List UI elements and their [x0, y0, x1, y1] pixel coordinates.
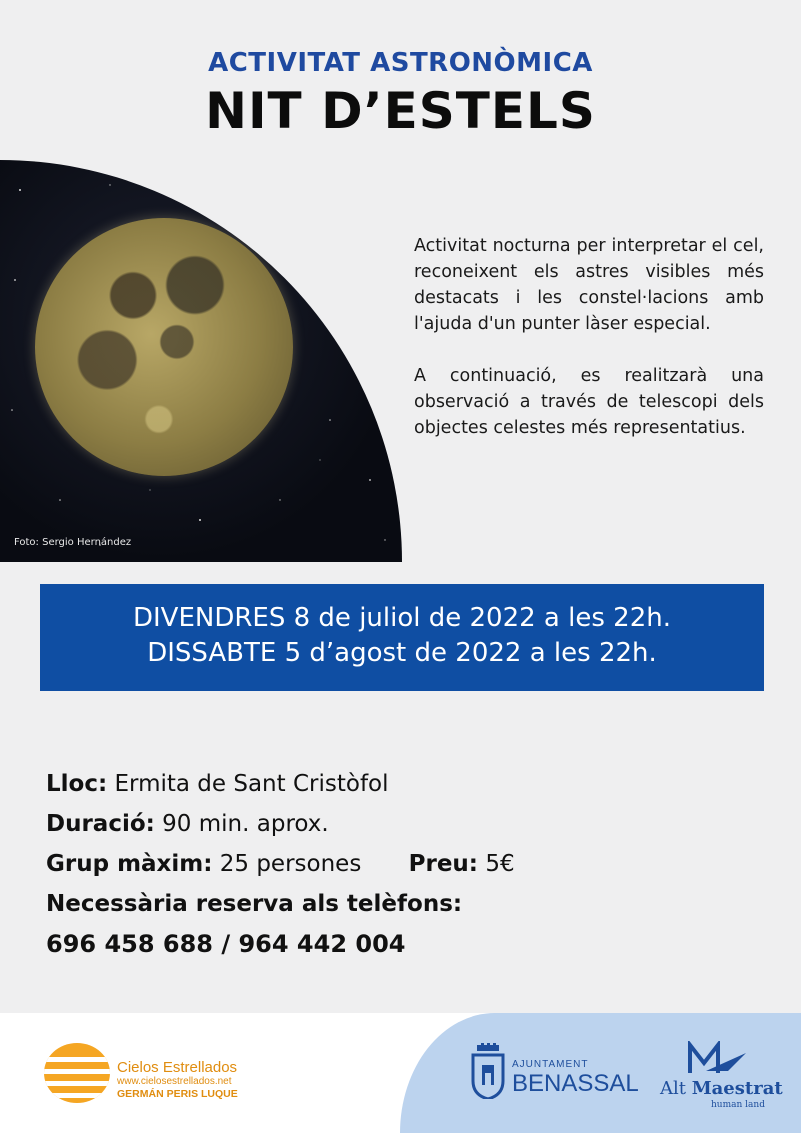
photo-credit: Foto: Sergio Hernández	[14, 537, 132, 548]
booking-label: Necessària reserva als telèfons:	[46, 891, 463, 917]
alt-tagline: human land	[711, 1100, 765, 1110]
group-label: Grup màxim:	[46, 851, 213, 877]
date-line-1: DIVENDRES 8 de juliol de 2022 a les 22h.	[132, 603, 671, 633]
price-label: Preu:	[408, 851, 478, 877]
alt-part2: Maestrat	[691, 1078, 783, 1099]
alt-maestrat-logo-icon	[688, 1041, 748, 1077]
phone-numbers: 696 458 688 / 964 442 004	[46, 930, 406, 958]
benassal-big: BENASSAL	[512, 1070, 639, 1097]
price-group	[409, 846, 515, 882]
group-value: 25 persones	[219, 851, 362, 877]
subtitle: ACTIVITAT ASTRONÒMICA	[208, 48, 593, 78]
page-title: NIT D’ESTELS	[205, 82, 596, 140]
moon-photo	[0, 160, 402, 562]
place-row	[46, 766, 746, 806]
alt-maestrat-text	[660, 1079, 783, 1099]
benassal-text	[512, 1059, 639, 1097]
intro-paragraph-1: Activitat nocturna per interpretar el cel, reconeixent els astres visibles més destacats i les constel·lacions amb l'ajuda d'un punter làser especial.	[414, 236, 764, 334]
benassal-small: AJUNTAMENT	[512, 1059, 589, 1070]
intro-paragraph-2: A continuació, es realitzarà una observació a través de telescopi dels objectes celestes més representatius.	[414, 366, 764, 438]
benassal-shield-icon	[471, 1043, 505, 1099]
moon-image	[35, 218, 293, 476]
duration-row	[46, 806, 746, 846]
duration-label: Duració:	[46, 811, 155, 837]
intro-text	[414, 233, 764, 467]
cielos-person: GERMÁN PERIS LUQUE	[117, 1088, 238, 1100]
cielos-estrellados-logo-icon	[44, 1043, 110, 1103]
booking-row	[46, 886, 746, 926]
cielos-estrellados-text	[117, 1059, 238, 1100]
date-line-2: DISSABTE 5 d’agost de 2022 a les 22h.	[147, 638, 657, 668]
place-value: Ermita de Sant Cristòfol	[114, 771, 389, 797]
group-row	[46, 846, 746, 886]
place-label: Lloc:	[46, 771, 108, 797]
cielos-web: www.cielosestrellados.net	[117, 1076, 232, 1087]
alt-part1: Alt	[660, 1078, 692, 1099]
footer	[0, 1013, 801, 1133]
cielos-name: Cielos Estrellados	[117, 1059, 238, 1076]
price-value: 5€	[485, 851, 515, 877]
duration-value: 90 min. aprox.	[162, 811, 329, 837]
dates-banner	[40, 584, 764, 691]
event-info	[46, 766, 746, 966]
